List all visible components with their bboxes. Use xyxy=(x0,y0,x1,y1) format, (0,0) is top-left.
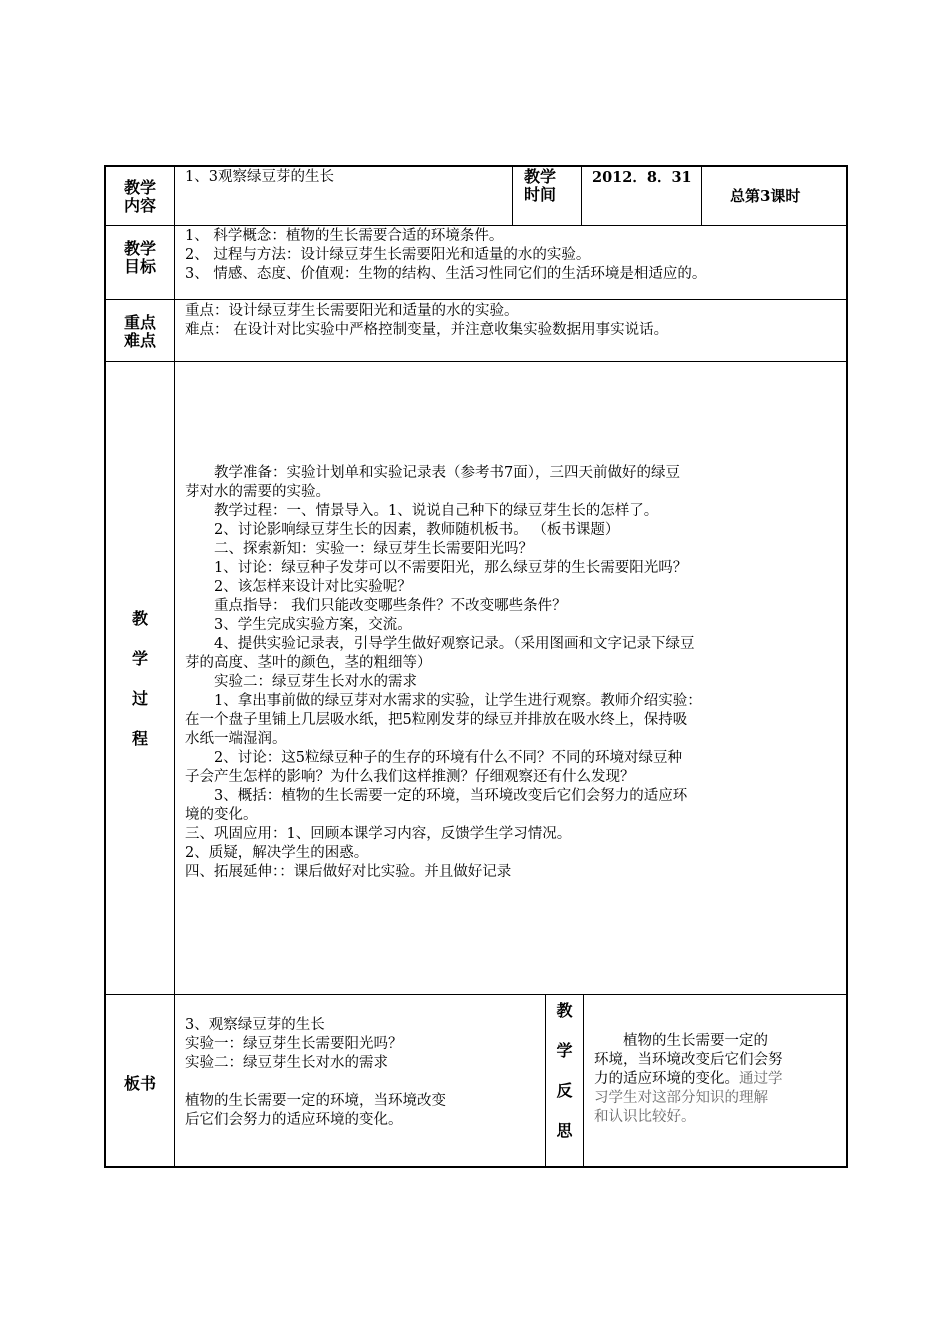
process-label-char: 学 xyxy=(131,649,148,668)
board-line: 3、观察绿豆芽的生长 xyxy=(185,1017,325,1033)
process-line: 在一个盘子里铺上几层吸水纸，把5粒刚发芽的绿豆并排放在吸水终上，保持吸 xyxy=(185,712,688,728)
time-label-line2: 时间 xyxy=(524,185,557,204)
board-line xyxy=(185,1073,446,1092)
board-line: 植物的生长需要一定的环境，当环境改变 xyxy=(185,1093,446,1109)
board-line: 实验一：绿豆芽生长需要阳光吗？ xyxy=(185,1036,403,1052)
period-cell xyxy=(701,166,847,226)
goals-label-line2: 目标 xyxy=(124,257,157,276)
reflection-gray-line: 习学生对这部分知识的理解 xyxy=(594,1090,768,1106)
process-line: 2、该怎样来设计对比实验呢？ xyxy=(185,579,412,595)
lesson-date: 2012．8．31 xyxy=(592,169,692,186)
reflection-label-char: 思 xyxy=(556,1121,573,1140)
process-line: 4、提供实验记录表，引导学生做好观察记录。（采用图画和文字记录下绿豆 xyxy=(185,636,695,652)
process-line: 水纸一端湿润。 xyxy=(185,731,287,747)
keypoint-line: 重点：设计绿豆芽生长需要阳光和适量的水的实验。 xyxy=(185,303,519,319)
process-line: 3、概括：植物的生长需要一定的环境，当环境改变后它们会努力的适应环 xyxy=(185,788,688,804)
reflection-label-char: 教 xyxy=(556,1001,573,1020)
content-label-line2: 内容 xyxy=(124,196,157,215)
board-label-cell xyxy=(105,994,175,1167)
date-cell xyxy=(581,166,702,226)
process-line: 2、讨论：这5粒绿豆种子的生存的环境有什么不同？不同的环境对绿豆种 xyxy=(185,750,682,766)
process-label-char: 教 xyxy=(131,609,148,628)
reflection-line: 力的适应环境的变化。 xyxy=(594,1071,739,1087)
process-line: 实验二：绿豆芽生长对水的需求 xyxy=(185,674,417,690)
process-line: 1、拿出事前做的绿豆芽对水需求的实验，让学生进行观察。教师介绍实验： xyxy=(185,693,702,709)
goals-content-cell xyxy=(174,225,847,300)
goals-label-cell xyxy=(105,225,175,300)
process-line: 3、学生完成实验方案，交流。 xyxy=(185,617,412,633)
keypoint-line: 难点： 在设计对比实验中严格控制变量，并注意收集实验数据用事实说话。 xyxy=(185,322,669,338)
content-label-cell xyxy=(105,166,175,226)
reflection-content-cell xyxy=(583,994,847,1167)
goal-line: 2、 过程与方法：设计绿豆芽生长需要阳光和适量的水的实验。 xyxy=(185,247,591,263)
keypoints-label-cell xyxy=(105,299,175,362)
content-value-cell xyxy=(174,166,513,226)
time-label-line1: 教学 xyxy=(524,167,557,186)
process-line: 2、质疑，解决学生的困惑。 xyxy=(185,845,369,861)
board-line: 实验二：绿豆芽生长对水的需求 xyxy=(185,1055,388,1071)
reflection-line: 环境，当环境改变后它们会努 xyxy=(594,1052,783,1068)
lesson-plan-table xyxy=(104,165,848,1168)
goals-label-line1: 教学 xyxy=(124,239,157,258)
process-content-cell xyxy=(174,361,847,995)
process-line: 重点指导： 我们只能改变哪些条件？不改变哪些条件？ xyxy=(185,598,567,614)
keypoints-content-cell xyxy=(174,299,847,362)
process-line: 四、拓展延伸：：课后做好对比实验。并且做好记录 xyxy=(185,864,512,880)
process-line: 境的变化。 xyxy=(185,807,258,823)
process-line: 芽的高度、茎叶的颜色，茎的粗细等） xyxy=(185,655,432,671)
board-content-cell xyxy=(174,994,546,1167)
time-label-cell xyxy=(512,166,582,226)
keypoints-label-line2: 难点 xyxy=(124,331,157,350)
board-line: 后它们会努力的适应环境的变化。 xyxy=(185,1112,403,1128)
process-line: 芽对水的需要的实验。 xyxy=(185,484,330,500)
lesson-title: 1、3观察绿豆芽的生长 xyxy=(185,169,334,185)
goal-line: 3、 情感、态度、价值观：生物的结构、生活习性同它们的生活环境是相适应的。 xyxy=(185,266,707,282)
process-label-cell xyxy=(105,361,175,995)
reflection-label-char: 反 xyxy=(556,1081,573,1100)
keypoints-label-line1: 重点 xyxy=(124,313,157,332)
process-line: 三、巩固应用：1、回顾本课学习内容，反馈学生学习情况。 xyxy=(185,826,572,842)
process-line: 1、讨论：绿豆种子发芽可以不需要阳光，那么绿豆芽的生长需要阳光吗？ xyxy=(185,560,688,576)
content-label-line1: 教学 xyxy=(124,178,157,197)
board-label: 板书 xyxy=(123,1074,156,1093)
goal-line: 1、 科学概念：植物的生长需要合适的环境条件。 xyxy=(185,228,504,244)
process-line: 2、讨论影响绿豆芽生长的因素，教师随机板书。 （板书课题） xyxy=(185,522,620,538)
process-line: 子会产生怎样的影响？为什么我们这样推测？仔细观察还有什么发现？ xyxy=(185,769,635,785)
process-label-char: 程 xyxy=(131,729,148,748)
reflection-label-char: 学 xyxy=(556,1041,573,1060)
reflection-gray-text: 通过学 xyxy=(739,1071,783,1087)
reflection-line: 植物的生长需要一定的 xyxy=(594,1033,768,1049)
lesson-period: 总第3课时 xyxy=(730,187,801,205)
process-line: 教学准备：实验计划单和实验记录表（参考书7面），三四天前做好的绿豆 xyxy=(185,465,680,481)
process-line: 教学过程：一、情景导入。1、说说自己种下的绿豆芽生长的怎样了。 xyxy=(185,503,659,519)
process-label-char: 过 xyxy=(131,689,148,708)
process-line: 二、探索新知：实验一：绿豆芽生长需要阳光吗？ xyxy=(185,541,533,557)
reflection-label-cell xyxy=(545,994,584,1167)
reflection-gray-line: 和认识比较好。 xyxy=(594,1109,696,1125)
